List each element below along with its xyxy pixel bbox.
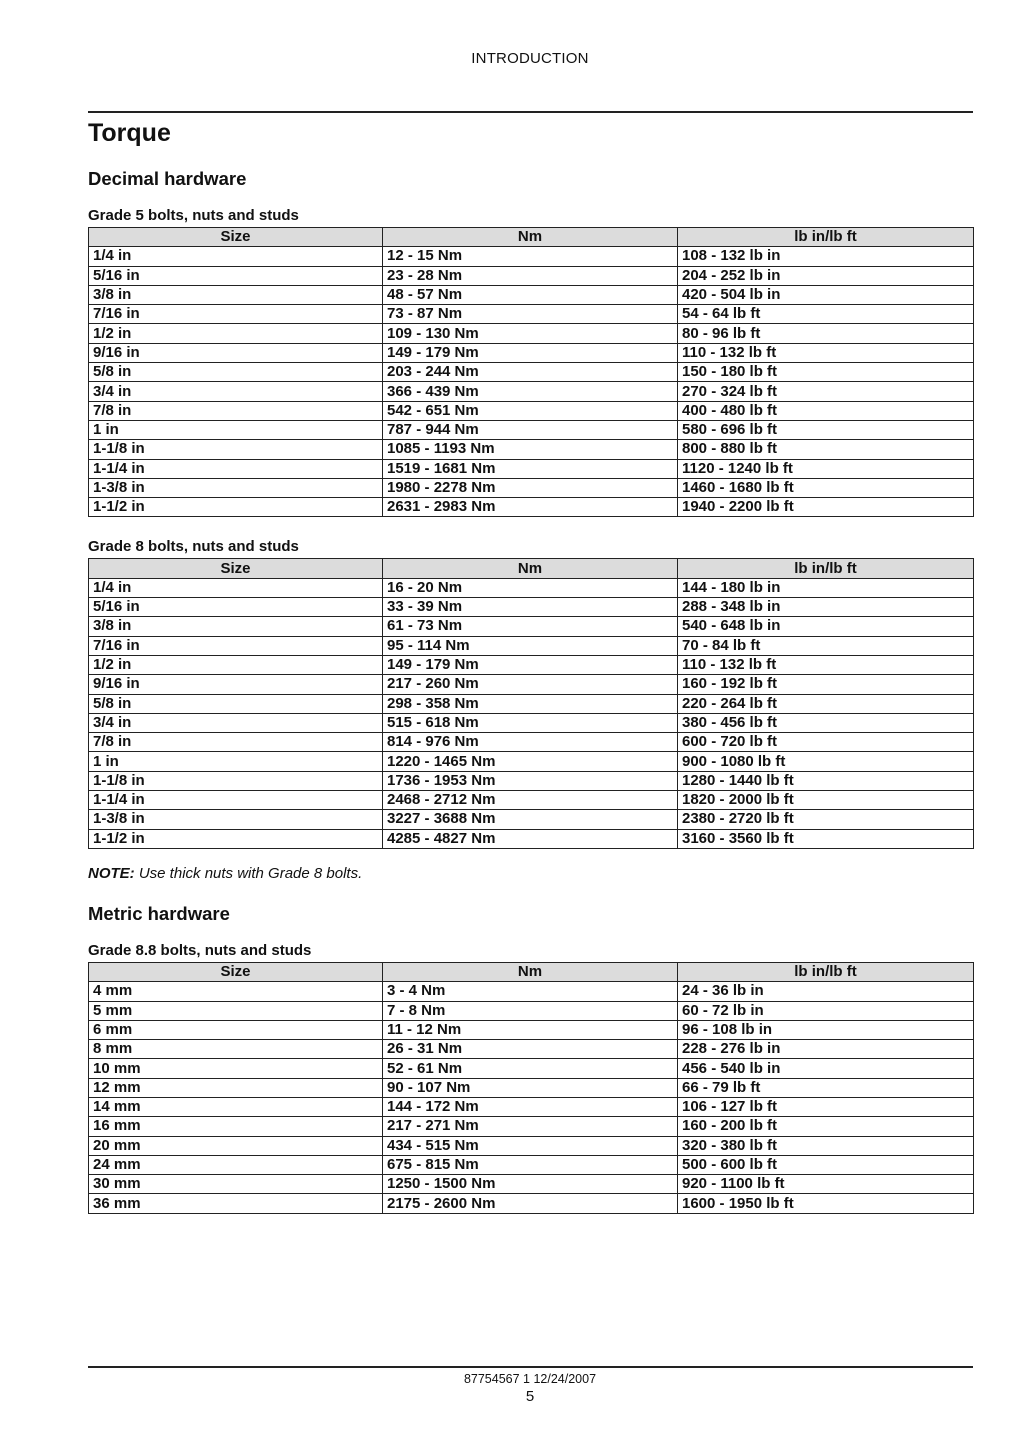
cell-size: 1/4 in — [89, 247, 383, 266]
table-row — [89, 694, 974, 713]
cell-size: 7/8 in — [89, 401, 383, 420]
cell-nm: 675 - 815 Nm — [383, 1155, 678, 1174]
table-row — [89, 382, 974, 401]
table-row — [89, 1155, 974, 1174]
cell-lb: 800 - 880 lb ft — [678, 440, 974, 459]
cell-lb: 220 - 264 lb ft — [678, 694, 974, 713]
cell-nm: 149 - 179 Nm — [383, 343, 678, 362]
table-row — [89, 440, 974, 459]
running-header: INTRODUCTION — [471, 50, 589, 67]
cell-size: 14 mm — [89, 1097, 383, 1116]
cell-nm: 1250 - 1500 Nm — [383, 1175, 678, 1194]
cell-nm: 95 - 114 Nm — [383, 636, 678, 655]
cell-lb: 400 - 480 lb ft — [678, 401, 974, 420]
table-row — [89, 285, 974, 304]
cell-lb: 160 - 200 lb ft — [678, 1117, 974, 1136]
cell-size: 16 mm — [89, 1117, 383, 1136]
cell-nm: 33 - 39 Nm — [383, 598, 678, 617]
cell-nm: 298 - 358 Nm — [383, 694, 678, 713]
table-row — [89, 1097, 974, 1116]
cell-size: 9/16 in — [89, 343, 383, 362]
table-row — [89, 675, 974, 694]
cell-nm: 23 - 28 Nm — [383, 266, 678, 285]
cell-lb: 540 - 648 lb in — [678, 617, 974, 636]
cell-size: 7/8 in — [89, 733, 383, 752]
column-header-lb: lb in/lb ft — [678, 559, 974, 578]
cell-lb: 60 - 72 lb in — [678, 1001, 974, 1020]
table-row — [89, 829, 974, 848]
column-header-size: Size — [89, 962, 383, 981]
table-row — [89, 247, 974, 266]
cell-nm: 217 - 260 Nm — [383, 675, 678, 694]
table-caption-grade-8-8: Grade 8.8 bolts, nuts and studs — [88, 941, 312, 959]
column-header-nm: Nm — [383, 228, 678, 247]
cell-lb: 108 - 132 lb in — [678, 247, 974, 266]
cell-size: 5/8 in — [89, 694, 383, 713]
torque-table-grade-5 — [88, 227, 974, 517]
cell-nm: 542 - 651 Nm — [383, 401, 678, 420]
cell-nm: 814 - 976 Nm — [383, 733, 678, 752]
cell-nm: 144 - 172 Nm — [383, 1097, 678, 1116]
cell-nm: 2175 - 2600 Nm — [383, 1194, 678, 1213]
cell-lb: 420 - 504 lb in — [678, 285, 974, 304]
cell-nm: 217 - 271 Nm — [383, 1117, 678, 1136]
document-number: 87754567 1 12/24/2007 — [463, 1372, 597, 1386]
cell-nm: 3227 - 3688 Nm — [383, 810, 678, 829]
cell-size: 1-3/8 in — [89, 810, 383, 829]
cell-nm: 1519 - 1681 Nm — [383, 459, 678, 478]
cell-nm: 12 - 15 Nm — [383, 247, 678, 266]
cell-nm: 2631 - 2983 Nm — [383, 498, 678, 517]
cell-nm: 149 - 179 Nm — [383, 655, 678, 674]
cell-nm: 2468 - 2712 Nm — [383, 791, 678, 810]
cell-lb: 500 - 600 lb ft — [678, 1155, 974, 1174]
note-label: NOTE: — [88, 864, 135, 882]
cell-size: 1 in — [89, 752, 383, 771]
table-row — [89, 266, 974, 285]
table-row — [89, 733, 974, 752]
cell-nm: 11 - 12 Nm — [383, 1020, 678, 1039]
cell-lb: 144 - 180 lb in — [678, 578, 974, 597]
note — [88, 864, 973, 884]
cell-size: 20 mm — [89, 1136, 383, 1155]
torque-table-grade-8-8 — [88, 962, 974, 1214]
cell-size: 1-1/4 in — [89, 791, 383, 810]
cell-nm: 61 - 73 Nm — [383, 617, 678, 636]
cell-size: 24 mm — [89, 1155, 383, 1174]
cell-size: 5/8 in — [89, 363, 383, 382]
cell-nm: 434 - 515 Nm — [383, 1136, 678, 1155]
cell-nm: 3 - 4 Nm — [383, 982, 678, 1001]
table-header-row — [89, 228, 974, 247]
cell-lb: 110 - 132 lb ft — [678, 343, 974, 362]
cell-nm: 26 - 31 Nm — [383, 1040, 678, 1059]
cell-lb: 160 - 192 lb ft — [678, 675, 974, 694]
cell-lb: 2380 - 2720 lb ft — [678, 810, 974, 829]
cell-lb: 920 - 1100 lb ft — [678, 1175, 974, 1194]
cell-nm: 515 - 618 Nm — [383, 713, 678, 732]
table-row — [89, 1117, 974, 1136]
cell-size: 5/16 in — [89, 598, 383, 617]
table-row — [89, 1001, 974, 1020]
cell-lb: 54 - 64 lb ft — [678, 305, 974, 324]
table-row — [89, 1040, 974, 1059]
cell-lb: 1820 - 2000 lb ft — [678, 791, 974, 810]
table-caption-grade-5: Grade 5 bolts, nuts and studs — [88, 207, 299, 224]
cell-size: 1-1/8 in — [89, 771, 383, 790]
table-row — [89, 752, 974, 771]
cell-lb: 70 - 84 lb ft — [678, 636, 974, 655]
cell-size: 1-1/8 in — [89, 440, 383, 459]
table-row — [89, 617, 974, 636]
cell-size: 10 mm — [89, 1059, 383, 1078]
cell-size: 3/8 in — [89, 285, 383, 304]
table-row — [89, 791, 974, 810]
cell-size: 3/8 in — [89, 617, 383, 636]
cell-size: 1-3/8 in — [89, 478, 383, 497]
cell-size: 1/2 in — [89, 324, 383, 343]
table-row — [89, 1175, 974, 1194]
cell-nm: 1220 - 1465 Nm — [383, 752, 678, 771]
table-row — [89, 498, 974, 517]
cell-lb: 96 - 108 lb in — [678, 1020, 974, 1039]
table-row — [89, 1194, 974, 1213]
cell-lb: 24 - 36 lb in — [678, 982, 974, 1001]
cell-nm: 1736 - 1953 Nm — [383, 771, 678, 790]
cell-nm: 203 - 244 Nm — [383, 363, 678, 382]
cell-nm: 787 - 944 Nm — [383, 420, 678, 439]
cell-lb: 106 - 127 lb ft — [678, 1097, 974, 1116]
cell-size: 7/16 in — [89, 636, 383, 655]
table-row — [89, 324, 974, 343]
table-row — [89, 1078, 974, 1097]
cell-lb: 1280 - 1440 lb ft — [678, 771, 974, 790]
cell-lb: 150 - 180 lb ft — [678, 363, 974, 382]
cell-size: 36 mm — [89, 1194, 383, 1213]
cell-lb: 66 - 79 lb ft — [678, 1078, 974, 1097]
cell-lb: 320 - 380 lb ft — [678, 1136, 974, 1155]
table-row — [89, 578, 974, 597]
cell-size: 12 mm — [89, 1078, 383, 1097]
cell-lb: 900 - 1080 lb ft — [678, 752, 974, 771]
cell-lb: 1600 - 1950 lb ft — [678, 1194, 974, 1213]
cell-size: 3/4 in — [89, 713, 383, 732]
column-header-nm: Nm — [383, 559, 678, 578]
table-caption-grade-8: Grade 8 bolts, nuts and studs — [88, 538, 299, 556]
cell-size: 5/16 in — [89, 266, 383, 285]
cell-size: 6 mm — [89, 1020, 383, 1039]
cell-size: 7/16 in — [89, 305, 383, 324]
cell-nm: 4285 - 4827 Nm — [383, 829, 678, 848]
table-row — [89, 810, 974, 829]
cell-lb: 600 - 720 lb ft — [678, 733, 974, 752]
table-row — [89, 305, 974, 324]
table-row — [89, 459, 974, 478]
table-row — [89, 1020, 974, 1039]
table-row — [89, 363, 974, 382]
cell-nm: 48 - 57 Nm — [383, 285, 678, 304]
cell-size: 1-1/2 in — [89, 498, 383, 517]
cell-size: 30 mm — [89, 1175, 383, 1194]
cell-size: 5 mm — [89, 1001, 383, 1020]
cell-size: 1/4 in — [89, 578, 383, 597]
cell-size: 1 in — [89, 420, 383, 439]
cell-lb: 110 - 132 lb ft — [678, 655, 974, 674]
cell-nm: 16 - 20 Nm — [383, 578, 678, 597]
table-row — [89, 343, 974, 362]
cell-size: 3/4 in — [89, 382, 383, 401]
cell-lb: 380 - 456 lb ft — [678, 713, 974, 732]
cell-lb: 3160 - 3560 lb ft — [678, 829, 974, 848]
table-row — [89, 478, 974, 497]
table-row — [89, 598, 974, 617]
cell-lb: 204 - 252 lb in — [678, 266, 974, 285]
cell-nm: 73 - 87 Nm — [383, 305, 678, 324]
section-heading-metric: Metric hardware — [88, 902, 230, 924]
page-number: 5 — [525, 1388, 535, 1405]
table-row — [89, 982, 974, 1001]
cell-lb: 80 - 96 lb ft — [678, 324, 974, 343]
note-text: Use thick nuts with Grade 8 bolts. — [134, 864, 363, 882]
cell-nm: 366 - 439 Nm — [383, 382, 678, 401]
cell-lb: 1460 - 1680 lb ft — [678, 478, 974, 497]
column-header-size: Size — [89, 559, 383, 578]
table-row — [89, 713, 974, 732]
cell-lb: 1940 - 2200 lb ft — [678, 498, 974, 517]
cell-lb: 228 - 276 lb in — [678, 1040, 974, 1059]
cell-lb: 1120 - 1240 lb ft — [678, 459, 974, 478]
cell-nm: 109 - 130 Nm — [383, 324, 678, 343]
cell-lb: 456 - 540 lb in — [678, 1059, 974, 1078]
table-row — [89, 401, 974, 420]
column-header-lb: lb in/lb ft — [678, 962, 974, 981]
cell-size: 4 mm — [89, 982, 383, 1001]
cell-nm: 1085 - 1193 Nm — [383, 440, 678, 459]
cell-size: 1-1/4 in — [89, 459, 383, 478]
column-header-size: Size — [89, 228, 383, 247]
cell-lb: 270 - 324 lb ft — [678, 382, 974, 401]
cell-size: 9/16 in — [89, 675, 383, 694]
table-row — [89, 655, 974, 674]
header-divider — [88, 111, 973, 113]
footer-divider — [88, 1366, 973, 1368]
table-header-row — [89, 962, 974, 981]
table-header-row — [89, 559, 974, 578]
table-row — [89, 1059, 974, 1078]
cell-lb: 580 - 696 lb ft — [678, 420, 974, 439]
section-heading-decimal: Decimal hardware — [88, 168, 247, 189]
column-header-nm: Nm — [383, 962, 678, 981]
torque-table-grade-8 — [88, 558, 974, 848]
table-row — [89, 636, 974, 655]
cell-nm: 52 - 61 Nm — [383, 1059, 678, 1078]
cell-nm: 1980 - 2278 Nm — [383, 478, 678, 497]
cell-size: 8 mm — [89, 1040, 383, 1059]
cell-nm: 7 - 8 Nm — [383, 1001, 678, 1020]
table-row — [89, 771, 974, 790]
cell-lb: 288 - 348 lb in — [678, 598, 974, 617]
column-header-lb: lb in/lb ft — [678, 228, 974, 247]
cell-size: 1-1/2 in — [89, 829, 383, 848]
cell-size: 1/2 in — [89, 655, 383, 674]
page-content — [88, 116, 973, 1214]
table-row — [89, 420, 974, 439]
table-row — [89, 1136, 974, 1155]
page-title: Torque — [88, 119, 171, 147]
cell-nm: 90 - 107 Nm — [383, 1078, 678, 1097]
